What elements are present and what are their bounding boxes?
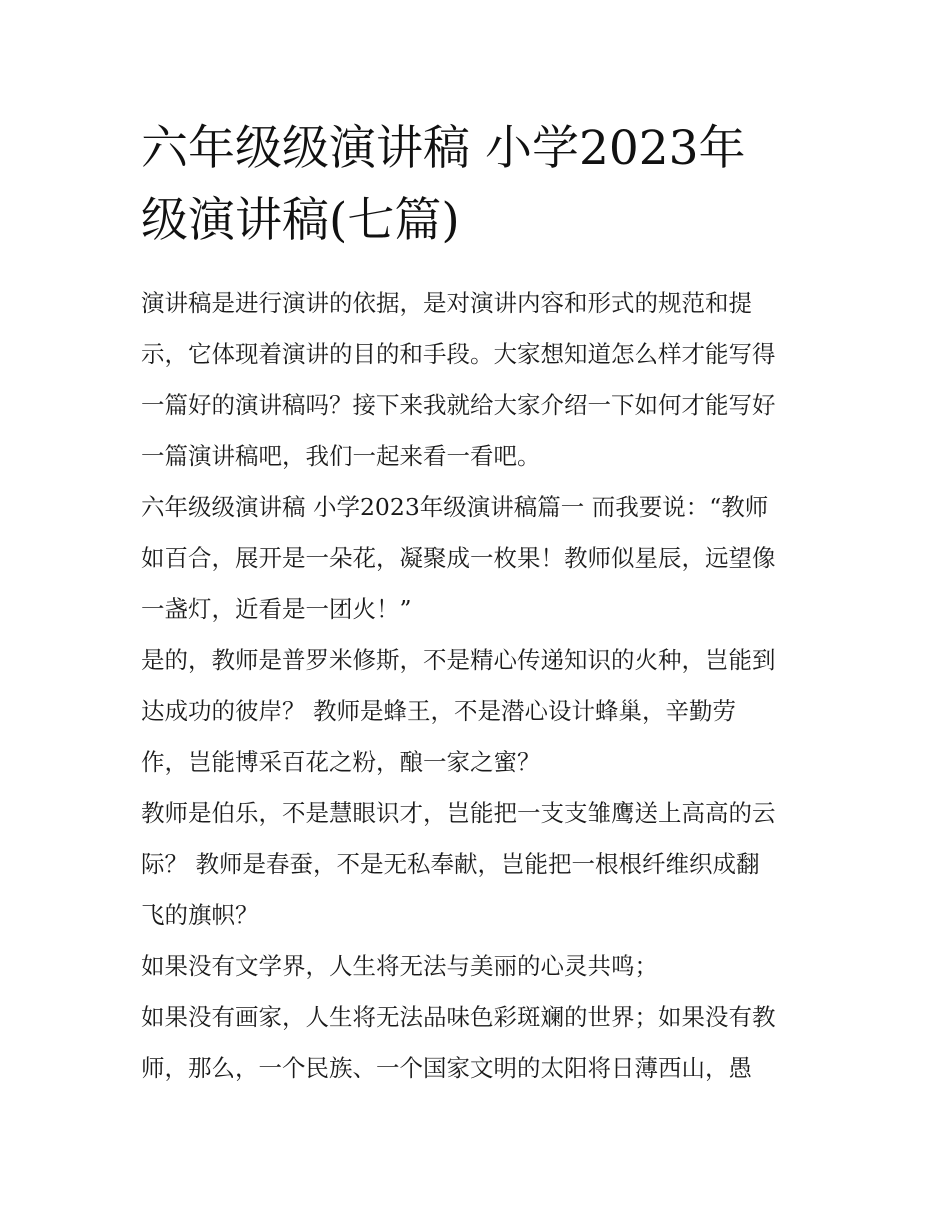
body-line-12: 际？ 教师是春蚕，不是无私奉献，岂能把一根根纤维织成翻: [141, 850, 760, 878]
body-line-2: 示，它体现着演讲的目的和手段。大家想知道怎么样才能写得: [141, 340, 776, 368]
body-line-11: 教师是伯乐，不是慧眼识才，岂能把一支支雏鹰送上高高的云: [141, 799, 776, 827]
body-line-6: 如百合，展开是一朵花，凝聚成一枚果！教师似星辰，远望像: [141, 544, 776, 572]
title-line-1: 六年级级演讲稿 小学2023年: [141, 121, 746, 176]
body-line-14: 如果没有文学界，人生将无法与美丽的心灵共鸣；: [141, 952, 658, 980]
body-line-8: 是的，教师是普罗米修斯，不是精心传递知识的火种，岂能到: [141, 646, 776, 674]
title-line-2: 级演讲稿(七篇): [141, 193, 460, 248]
body-line-7: 一盏灯，近看是一团火！”: [141, 595, 412, 623]
document-body: [141, 278, 821, 1094]
body-line-3: 一篇好的演讲稿吗？接下来我就给大家介绍一下如何才能写好: [141, 391, 776, 419]
body-line-4: 一篇演讲稿吧，我们一起来看一看吧。: [141, 442, 541, 470]
body-line-13: 飞的旗帜？: [141, 901, 259, 929]
body-line-15: 如果没有画家，人生将无法品味色彩斑斓的世界；如果没有教: [141, 1003, 776, 1031]
body-line-9: 达成功的彼岸？ 教师是蜂王，不是潜心设计蜂巢，辛勤劳: [141, 697, 736, 725]
body-line-1: 演讲稿是进行演讲的依据，是对演讲内容和形式的规范和提: [141, 289, 752, 317]
body-line-5: 六年级级演讲稿 小学2023年级演讲稿篇一 而我要说：“教师: [141, 493, 769, 521]
document-title: [141, 113, 821, 257]
body-line-10: 作，岂能博采百花之粉，酿一家之蜜？: [141, 748, 541, 776]
body-line-16: 师，那么，一个民族、一个国家文明的太阳将日薄西山，愚: [141, 1054, 752, 1082]
